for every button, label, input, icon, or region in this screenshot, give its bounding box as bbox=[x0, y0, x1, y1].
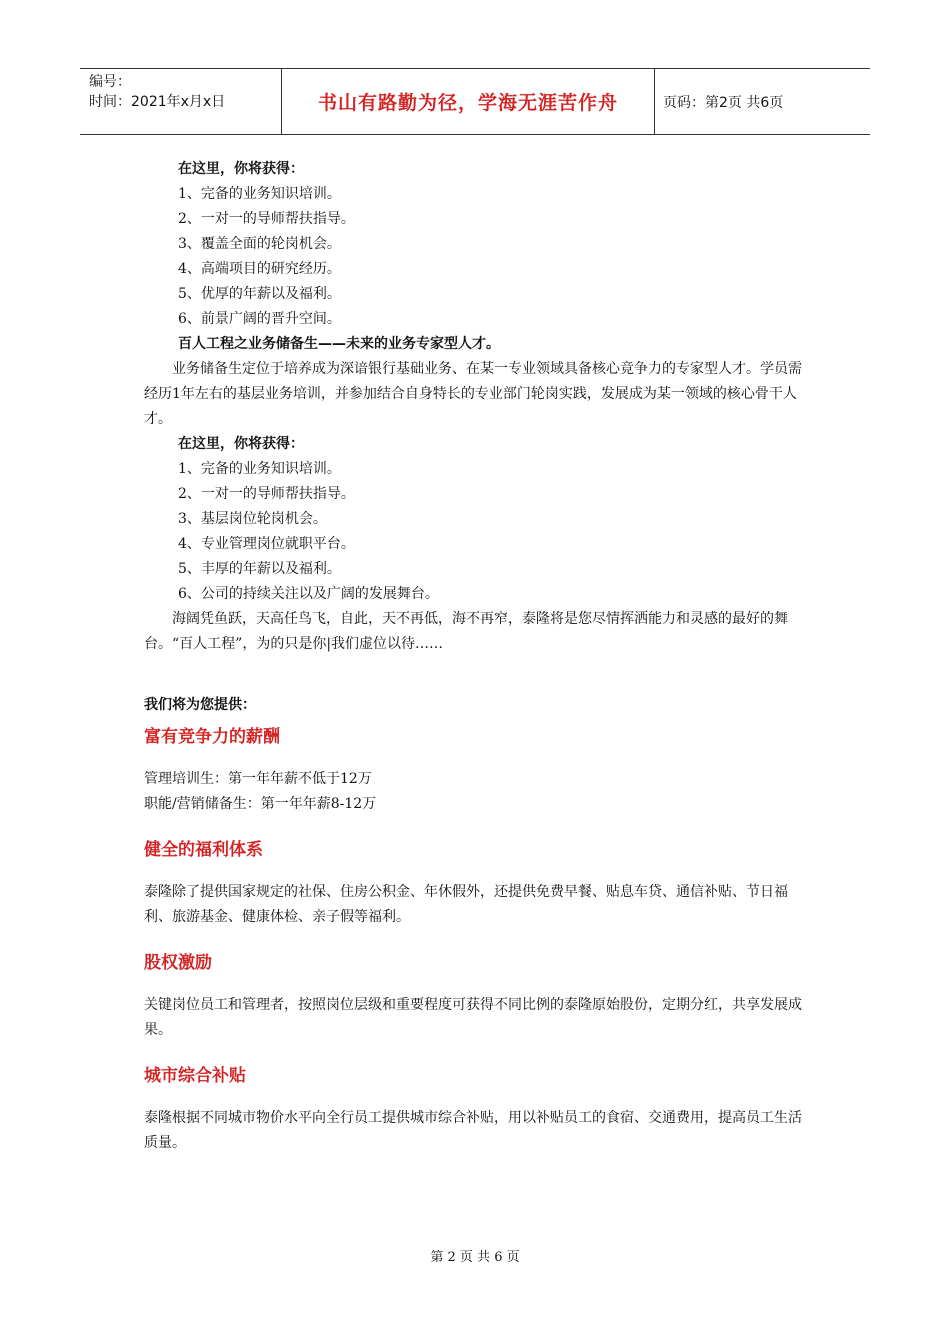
page-header bbox=[80, 68, 870, 135]
salary-title: 富有竞争力的薪酬 bbox=[144, 727, 280, 747]
header-page-number: 页码：第2页 共6页 bbox=[663, 94, 784, 111]
welfare-body: 泰隆除了提供国家规定的社保、住房公积金、年休假外，还提供免费早餐、贴息车贷、通信补贴、节日福利、旅游基金、健康体检、亲子假等福利。 bbox=[144, 884, 788, 925]
page-footer: 第 2 页 共 6 页 bbox=[430, 1250, 520, 1265]
section-heading: 在这里，你将获得： bbox=[178, 436, 304, 452]
list-item: 5、优厚的年薪以及福利。 bbox=[178, 286, 341, 302]
list-item: 1、完备的业务知识培训。 bbox=[178, 186, 341, 202]
list-item: 3、覆盖全面的轮岗机会。 bbox=[178, 236, 341, 252]
city-subsidy-body: 泰隆根据不同城市物价水平向全行员工提供城市综合补贴，用以补贴员工的食宿、交通费用，提高员工生活质量。 bbox=[144, 1110, 802, 1151]
list-item: 2、一对一的导师帮扶指导。 bbox=[178, 486, 355, 502]
program-description: 业务储备生定位于培养成为深谙银行基础业务、在某一专业领域具备核心竞争力的专家型人才。学员需经历1年左右的基层业务培训，并参加结合自身特长的专业部门轮岗实践，发展成为某一领域的核心骨干人才。 bbox=[144, 361, 802, 427]
list-item: 3、基层岗位轮岗机会。 bbox=[178, 511, 327, 527]
document-number: 编号： bbox=[89, 74, 131, 90]
header-meta bbox=[80, 69, 282, 134]
list-item: 2、一对一的导师帮扶指导。 bbox=[178, 211, 355, 227]
program-title: 百人工程之业务储备生——未来的业务专家型人才。 bbox=[178, 336, 500, 352]
equity-title: 股权激励 bbox=[144, 953, 212, 973]
salary-line: 管理培训生：第一年年薪不低于12万 bbox=[144, 771, 372, 787]
equity-body: 关键岗位员工和管理者，按照岗位层级和重要程度可获得不同比例的泰隆原始股份，定期分红，共享发展成果。 bbox=[144, 997, 802, 1038]
list-item: 6、前景广阔的晋升空间。 bbox=[178, 311, 341, 327]
document-body bbox=[144, 157, 810, 1156]
city-subsidy-title: 城市综合补贴 bbox=[144, 1066, 246, 1086]
offer-heading: 我们将为您提供： bbox=[144, 697, 256, 713]
document-date: 时间：2021年x月x日 bbox=[89, 94, 226, 110]
header-motto: 书山有路勤为径，学海无涯苦作舟 bbox=[282, 69, 655, 134]
closing-paragraph: 海阔凭鱼跃，天高任鸟飞，自此，天不再低，海不再窄，泰隆将是您尽情挥洒能力和灵感的最好的舞台。“百人工程”，为的只是你|我们虚位以待…… bbox=[144, 611, 788, 652]
list-item: 4、专业管理岗位就职平台。 bbox=[178, 536, 355, 552]
welfare-title: 健全的福利体系 bbox=[144, 840, 263, 860]
list-item: 4、高端项目的研究经历。 bbox=[178, 261, 341, 277]
section-heading: 在这里，你将获得： bbox=[178, 161, 304, 177]
salary-line: 职能/营销储备生：第一年年薪8-12万 bbox=[144, 796, 377, 812]
list-item: 5、丰厚的年薪以及福利。 bbox=[178, 561, 341, 577]
list-item: 6、公司的持续关注以及广阔的发展舞台。 bbox=[178, 586, 439, 602]
list-item: 1、完备的业务知识培训。 bbox=[178, 461, 341, 477]
